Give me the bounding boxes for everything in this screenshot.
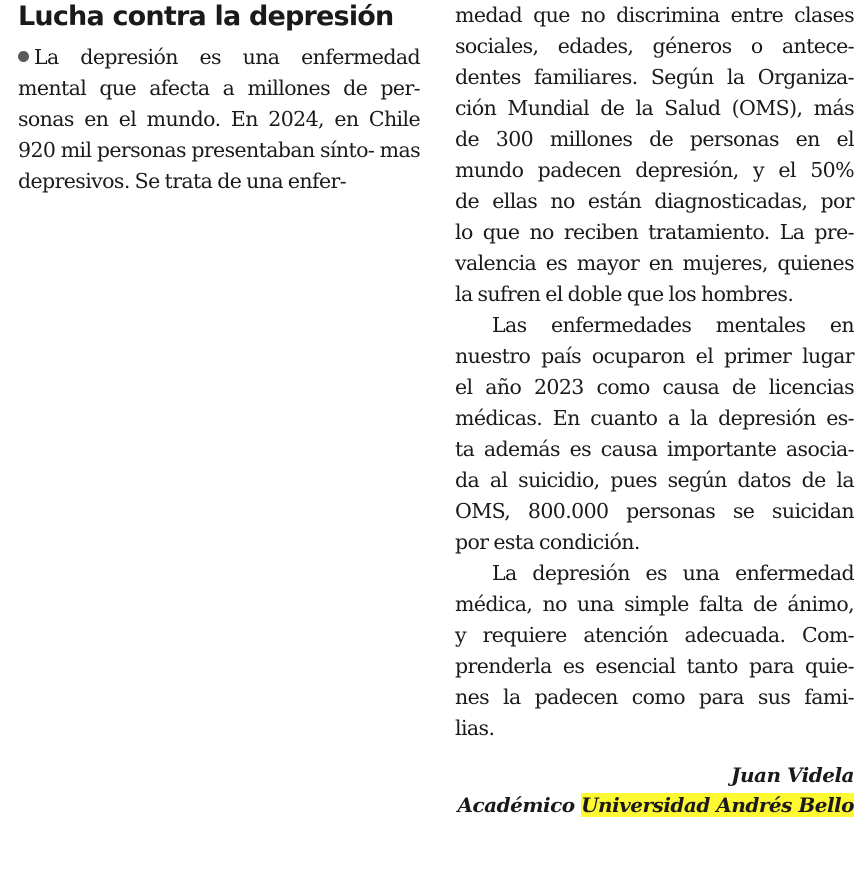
body-paragraph-2: [455, 310, 854, 558]
body-line: médicas. En cuanto a la depresión es-: [455, 406, 854, 430]
bullet-icon: [18, 51, 29, 62]
intro-line: 920 mil personas presentaban sínto-: [18, 138, 375, 162]
body-line: La depresión es una enfermedad: [492, 561, 854, 585]
intro-line: mental que afecta a millones de per-: [18, 76, 420, 100]
author-role: Académico: [457, 793, 575, 817]
intro-paragraph: [18, 42, 420, 197]
body-line: por esta condición.: [455, 530, 640, 554]
body-paragraph-3: [455, 558, 854, 744]
body-line: el año 2023 como causa de licencias: [455, 375, 854, 399]
body-line: nuestro país ocuparon el primer lugar: [455, 344, 854, 368]
article-headline: Lucha contra la depresión: [18, 1, 394, 32]
body-line: ta además es causa importante asocia-: [455, 437, 854, 461]
left-column: [18, 0, 420, 197]
body-line: dentes familiares. Según la Organiza-: [455, 65, 854, 89]
right-column: [455, 0, 854, 820]
body-line: valencia es mayor en mujeres, quienes: [455, 251, 854, 275]
body-line: prenderla es esencial tanto para quie-: [455, 654, 854, 678]
intro-line: La depresión es una enfermedad: [34, 45, 420, 69]
body-line: Las enfermedades mentales en: [492, 313, 854, 337]
body-line: lo que no reciben tratamiento. La pre-: [455, 220, 854, 244]
body-line: médica, no una simple falta de ánimo,: [455, 592, 854, 616]
author-affiliation: [455, 790, 854, 820]
body-line: la sufren el doble que los hombres.: [455, 282, 794, 306]
intro-line: sonas en el mundo. En 2024, en Chile: [18, 107, 420, 131]
signature-block: [455, 760, 854, 820]
body-line: y requiere atención adecuada. Com-: [455, 623, 854, 647]
body-line: lias.: [455, 716, 495, 740]
body-line: de 300 millones de personas en el: [455, 127, 854, 151]
institution-highlight: Universidad Andrés Bello: [581, 793, 854, 817]
body-line: da al suicidio, pues según datos de la: [455, 468, 854, 492]
body-line: nes la padecen como para sus fami-: [455, 685, 854, 709]
body-line: de ellas no están diagnosticadas, por: [455, 189, 854, 213]
body-line: sociales, edades, géneros o antece-: [455, 34, 854, 58]
body-line: medad que no discrimina entre clases: [455, 3, 854, 27]
author-name: Juan Videla: [731, 763, 854, 787]
body-line: OMS, 800.000 personas se suicidan: [455, 499, 854, 523]
intro-line: mas depresivos. Se trata de una enfer-: [18, 138, 421, 193]
body-paragraph-1: [455, 0, 854, 310]
body-line: ción Mundial de la Salud (OMS), más: [455, 96, 854, 120]
body-line: mundo padecen depresión, y el 50%: [455, 158, 854, 182]
